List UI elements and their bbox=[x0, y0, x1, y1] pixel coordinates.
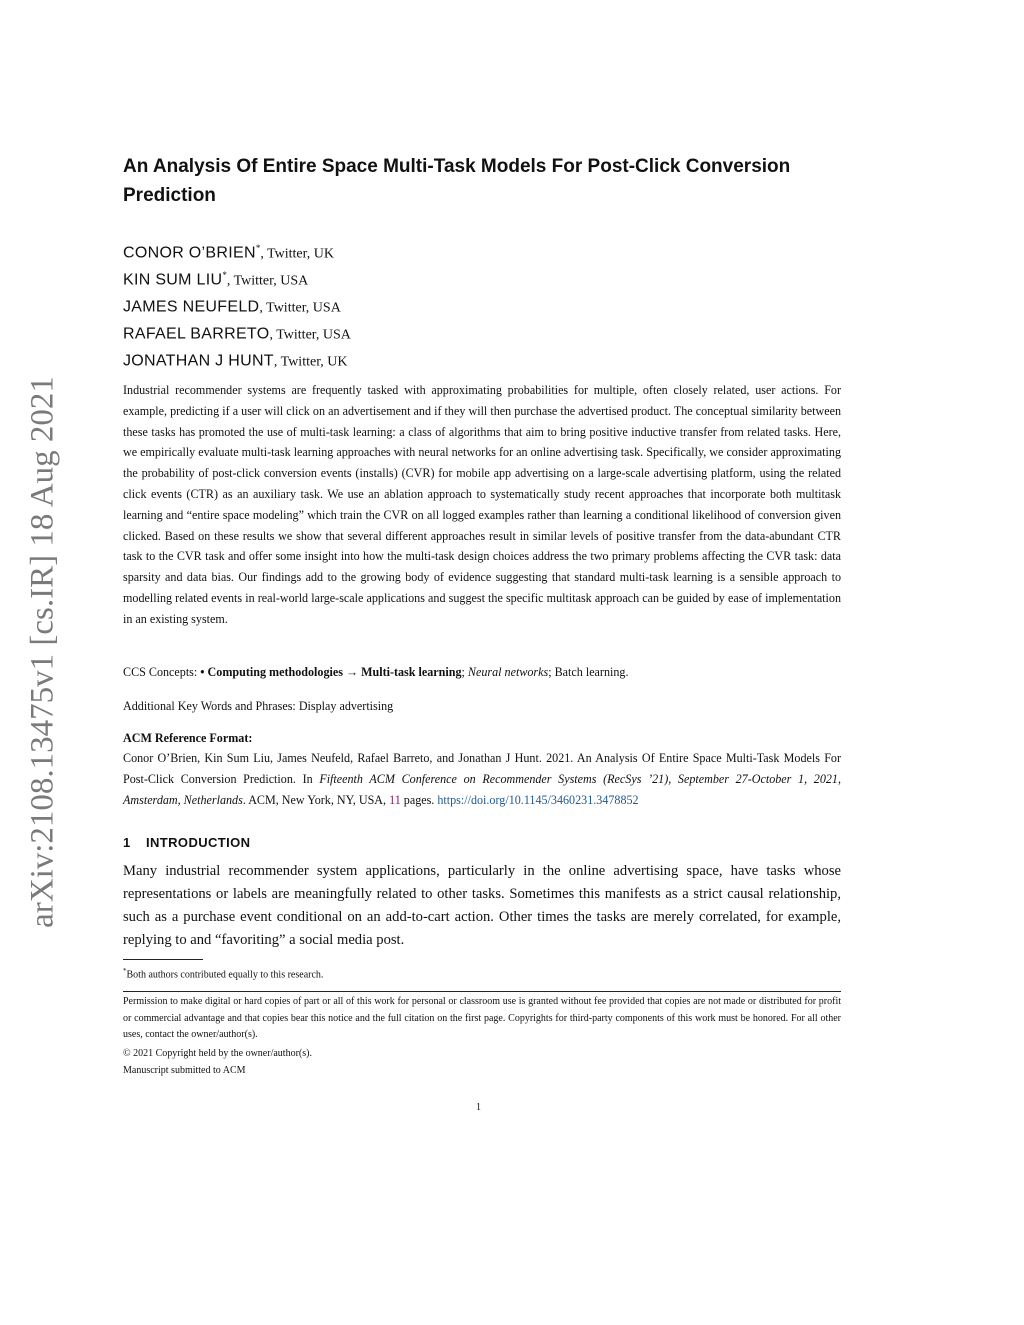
ccs-concepts bbox=[123, 662, 628, 682]
author-entry bbox=[123, 343, 351, 370]
permission-notice: Permission to make digital or hard copies of part or all of this work for personal or classroom use is granted without fee provided that copies are not made or distributed for profit or commercial advantage and that copies bear this notice and the full citation on the first page. Copyrights for third-party components of this work must be honored. For all other uses, contact the owner/author(s). bbox=[123, 996, 841, 1040]
author-entry bbox=[123, 235, 351, 262]
acm-reference-pages-label: pages. bbox=[400, 793, 438, 807]
arxiv-stamp-text: arXiv:2108.13475v1 [cs.IR] 18 Aug 2021 bbox=[24, 376, 61, 928]
acm-reference-heading: ACM Reference Format: bbox=[123, 731, 253, 745]
author-name: JAMES NEUFELD bbox=[123, 298, 260, 316]
acm-reference bbox=[123, 748, 841, 811]
ccs-primary-concept: • Computing methodologies → Multi-task learning bbox=[200, 665, 462, 679]
footnote-divider bbox=[123, 959, 203, 960]
author-affiliation: , Twitter, UK bbox=[260, 246, 334, 262]
ccs-label: CCS Concepts: bbox=[123, 665, 201, 679]
ccs-other-concepts: ; Batch learning. bbox=[548, 665, 629, 679]
author-affiliation: , Twitter, USA bbox=[226, 273, 309, 289]
author-footnote-marker: * bbox=[222, 270, 227, 280]
copyright-notice: © 2021 Copyright held by the owner/author(s). bbox=[123, 1048, 312, 1059]
author-affiliation: , Twitter, UK bbox=[273, 354, 348, 370]
pages-count-link[interactable]: 11 bbox=[389, 793, 401, 807]
section-heading-introduction bbox=[123, 833, 250, 853]
footnote-marker: * bbox=[123, 967, 127, 975]
acm-reference-publisher: . ACM, New York, NY, USA, bbox=[242, 793, 390, 807]
author-name: RAFAEL BARRETO bbox=[123, 325, 270, 343]
ccs-secondary-concept: Neural networks bbox=[467, 665, 549, 679]
manuscript-note: Manuscript submitted to ACM bbox=[123, 1065, 246, 1076]
acm-reference-text: Conor O’Brien, Kin Sum Liu, James Neufeld, Rafael Barreto, and Jonathan J Hunt. 2021. An Analysis Of Entire Space Multi-Task Models For Post-Click Conversion Prediction. In bbox=[123, 751, 841, 786]
doi-link[interactable]: https://doi.org/10.1145/3460231.3478852 bbox=[437, 793, 639, 807]
footnote-text: Both authors contributed equally to this research. bbox=[126, 969, 324, 981]
page-number: 1 bbox=[476, 1102, 481, 1113]
abstract: Industrial recommender systems are frequently tasked with approximating probabilities for multiple, often closely related, user actions. For example, predicting if a user will click on an advertisement and if they will then purchase the advertised product. The conceptual similarity between these tasks has promoted the use of multi-task learning: a class of algorithms that aim to bring positive inductive transfer from related tasks. Here, we empirically evaluate multi-task learning approaches with neural networks for an online advertising task. Specifically, we consider approximating the probability of post-click conversion events (installs) (CVR) for mobile app advertising on a large-scale advertising platform, using the related click events (CTR) as an auxiliary task. We use an ablation approach to systematically study recent approaches that incorporate both multitask learning and “entire space modeling” which train the CVR on all logged examples rather than learning a conditional likelihood of conversion given clicked. Based on these results we show that several different approaches result in similar levels of positive transfer from the data-abundant CTR task to the CVR task and offer some insight into how the multi-task design choices address the two primary problems affecting the CVR task: data sparsity and data bias. Our findings add to the growing body of evidence suggesting that standard multi-task learning is a sensible approach to modelling related events in real-world large-scale applications and suggest the specific multitask approach can be guided by ease of implementation in an existing system. bbox=[123, 383, 841, 626]
permission-divider bbox=[123, 991, 841, 992]
author-list bbox=[123, 235, 351, 370]
keywords: Additional Key Words and Phrases: Display advertising bbox=[123, 699, 394, 713]
section-number: 1 bbox=[123, 835, 131, 850]
ccs-separator: ; bbox=[461, 665, 468, 679]
introduction-paragraph: Many industrial recommender system applications, particularly in the online advertising space, have tasks whose representations or labels are meaningfully related to other tasks. Sometimes this manifests as a strict causal relationship, such as a purchase event conditional on an add-to-cart action. Other times the tasks are merely correlated, for example, replying to and “favoriting” a social media post. bbox=[123, 863, 841, 948]
author-entry bbox=[123, 262, 351, 289]
author-entry bbox=[123, 289, 351, 316]
author-affiliation: , Twitter, USA bbox=[269, 327, 351, 343]
paper-title: An Analysis Of Entire Space Multi-Task Models For Post-Click Conversion Prediction bbox=[123, 156, 791, 206]
author-name: KIN SUM LIU bbox=[123, 271, 223, 289]
arxiv-stamp bbox=[26, 362, 60, 942]
author-name: CONOR O’BRIEN bbox=[123, 244, 256, 262]
acm-reference-venue: Fifteenth ACM Conference on Recommender Systems (RecSys ’21), September 27-October 1, 2021, Amsterdam, Netherlands bbox=[123, 772, 841, 807]
author-affiliation: , Twitter, USA bbox=[259, 300, 341, 316]
section-title: INTRODUCTION bbox=[146, 835, 251, 850]
author-footnote-marker: * bbox=[255, 243, 261, 253]
author-name: JONATHAN J HUNT bbox=[123, 352, 274, 370]
author-entry bbox=[123, 316, 351, 343]
footnote bbox=[123, 963, 323, 983]
